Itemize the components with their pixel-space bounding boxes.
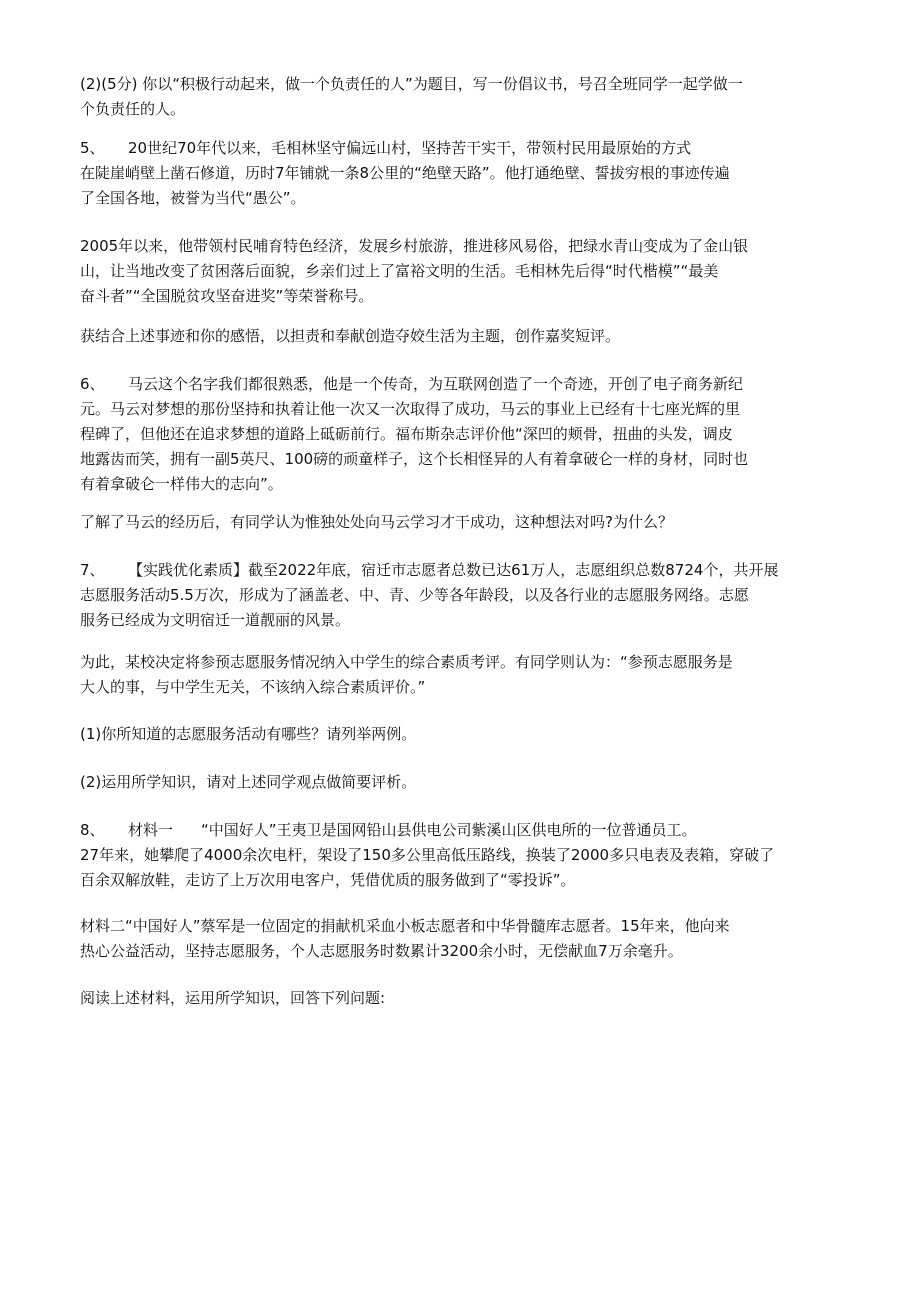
text-line: 在陡崖峭壁上凿石修道，历时7年铺就一条8公里的“绝壁天路”。他打通绝壁、誓拔穷根的事迹传遍 [80,164,730,182]
text-line: 程碑了，但他还在追求梦想的道路上砥砺前行。福布斯杂志评价他“深凹的颊骨，扭曲的头发，调皮 [80,425,733,443]
text-line: (1)你所知道的志愿服务活动有哪些？请列举两例。 [80,725,417,743]
question-5-instruction [80,324,845,349]
question-6 [80,372,845,497]
text-line: (2)运用所学知识，请对上述同学观点做简要评析。 [80,773,417,791]
material-two [80,914,845,964]
text-line: 奋斗者”“全国脱贫攻坚奋进奖”等荣誉称号。 [80,287,374,305]
question-number: 5、 [80,139,105,157]
question-6-ask [80,510,845,535]
question-number: 8、 [80,821,105,839]
text-segment: 20世纪70年代以来，毛相林坚守偏远山村，坚持苦干实干，带领村民用最原始的方式 [128,139,692,157]
text-line: 个负责任的人。 [80,100,186,118]
question-7-part-2 [80,770,845,795]
question-7-first-line [80,558,845,583]
text-line: 阅读上述材料，运用所学知识，回答下列问题: [80,989,386,1007]
text-line: 了全国各地，被誉为当代“愚公”。 [80,189,306,207]
question-8 [80,818,845,893]
paragraph-2005 [80,234,845,309]
question-number: 6、 [80,375,105,393]
reading-instruction [80,986,845,1011]
question-5-first-line [80,136,845,161]
question-6-first-line [80,372,845,397]
text-line: 大人的事，与中学生无关，不该纳入综合素质评价。” [80,678,426,696]
text-segment: 马云这个名字我们都很熟悉，他是一个传奇，为互联网创造了一个奇迹，开创了电子商务新纪 [128,375,744,393]
question-number: 7、 [80,561,105,579]
text-line: 元。马云对梦想的那份坚持和执着让他一次又一次取得了成功，马云的事业上已经有十七座光辉的里 [80,400,741,418]
question-8-first-line [80,818,845,843]
question-7-context [80,650,845,700]
question-7-part-1 [80,722,845,747]
text-line: 获结合上述事迹和你的感悟，以担责和奉献创造夺姣生活为主题，创作嘉奖短评。 [80,327,621,345]
text-line: 有着拿破仑一样伟大的志向”。 [80,475,283,493]
text-line: 服务已经成为文明宿迁一道靓丽的风景。 [80,611,351,629]
text-segment: “中国好人”王夷卫是国网铅山县供电公司紫溪山区供电所的一位普通员工。 [201,821,697,839]
text-line: 地露齿而笑，拥有一副5英尺、100磅的顽童样子，这个长相怪异的人有着拿破仑一样的身材，同时也 [80,450,749,468]
material-label: 材料一 [128,821,174,839]
text-line: 2005年以来，他带领村民哺育特色经济，发展乡村旅游，推进移风易俗，把绿水青山变成为了金山银 [80,237,749,255]
text-line: 百余双解放鞋，走访了上万次用电客户，凭借优质的服务做到了“零投诉”。 [80,871,576,889]
text-line: 材料二“中国好人”蔡军是一位固定的捐献机采血小板志愿者和中华骨髓库志愿者。15年来，他向来 [80,917,730,935]
text-line: 27年来，她攀爬了4000余次电杆，架设了150多公里高低压路线，换装了2000多只电表及表箱，穿破了 [80,846,775,864]
question-2-writing-task [80,72,845,122]
question-7 [80,558,845,633]
text-segment: 【实践优化素质】截至2022年底，宿迁市志愿者总数已达61万人，志愿组织总数8724个，共开展 [128,561,779,579]
text-line: 热心公益活动，坚持志愿服务，个人志愿服务时数累计3200余小时，无偿献血7万余毫升。 [80,942,683,960]
text-line: (2)(5分) 你以“积极行动起来，做一个负责任的人”为题目，写一份倡议书，号召全班同学一起学做一 [80,75,743,93]
text-line: 志愿服务活动5.5万次，形成为了涵盖老、中、青、少等各年龄段，以及各行业的志愿服务网络。志愿 [80,586,749,604]
text-line: 山，让当地改变了贫困落后面貌，乡亲们过上了富裕文明的生活。毛相林先后得“时代楷模”“最美 [80,262,719,280]
question-5 [80,136,845,211]
text-line: 了解了马云的经历后，有同学认为惟独处处向马云学习才干成功，这种想法对吗?为什么？ [80,513,673,531]
text-line: 为此，某校决定将参预志愿服务情况纳入中学生的综合素质考评。有同学则认为：“参预志愿服务是 [80,653,733,671]
